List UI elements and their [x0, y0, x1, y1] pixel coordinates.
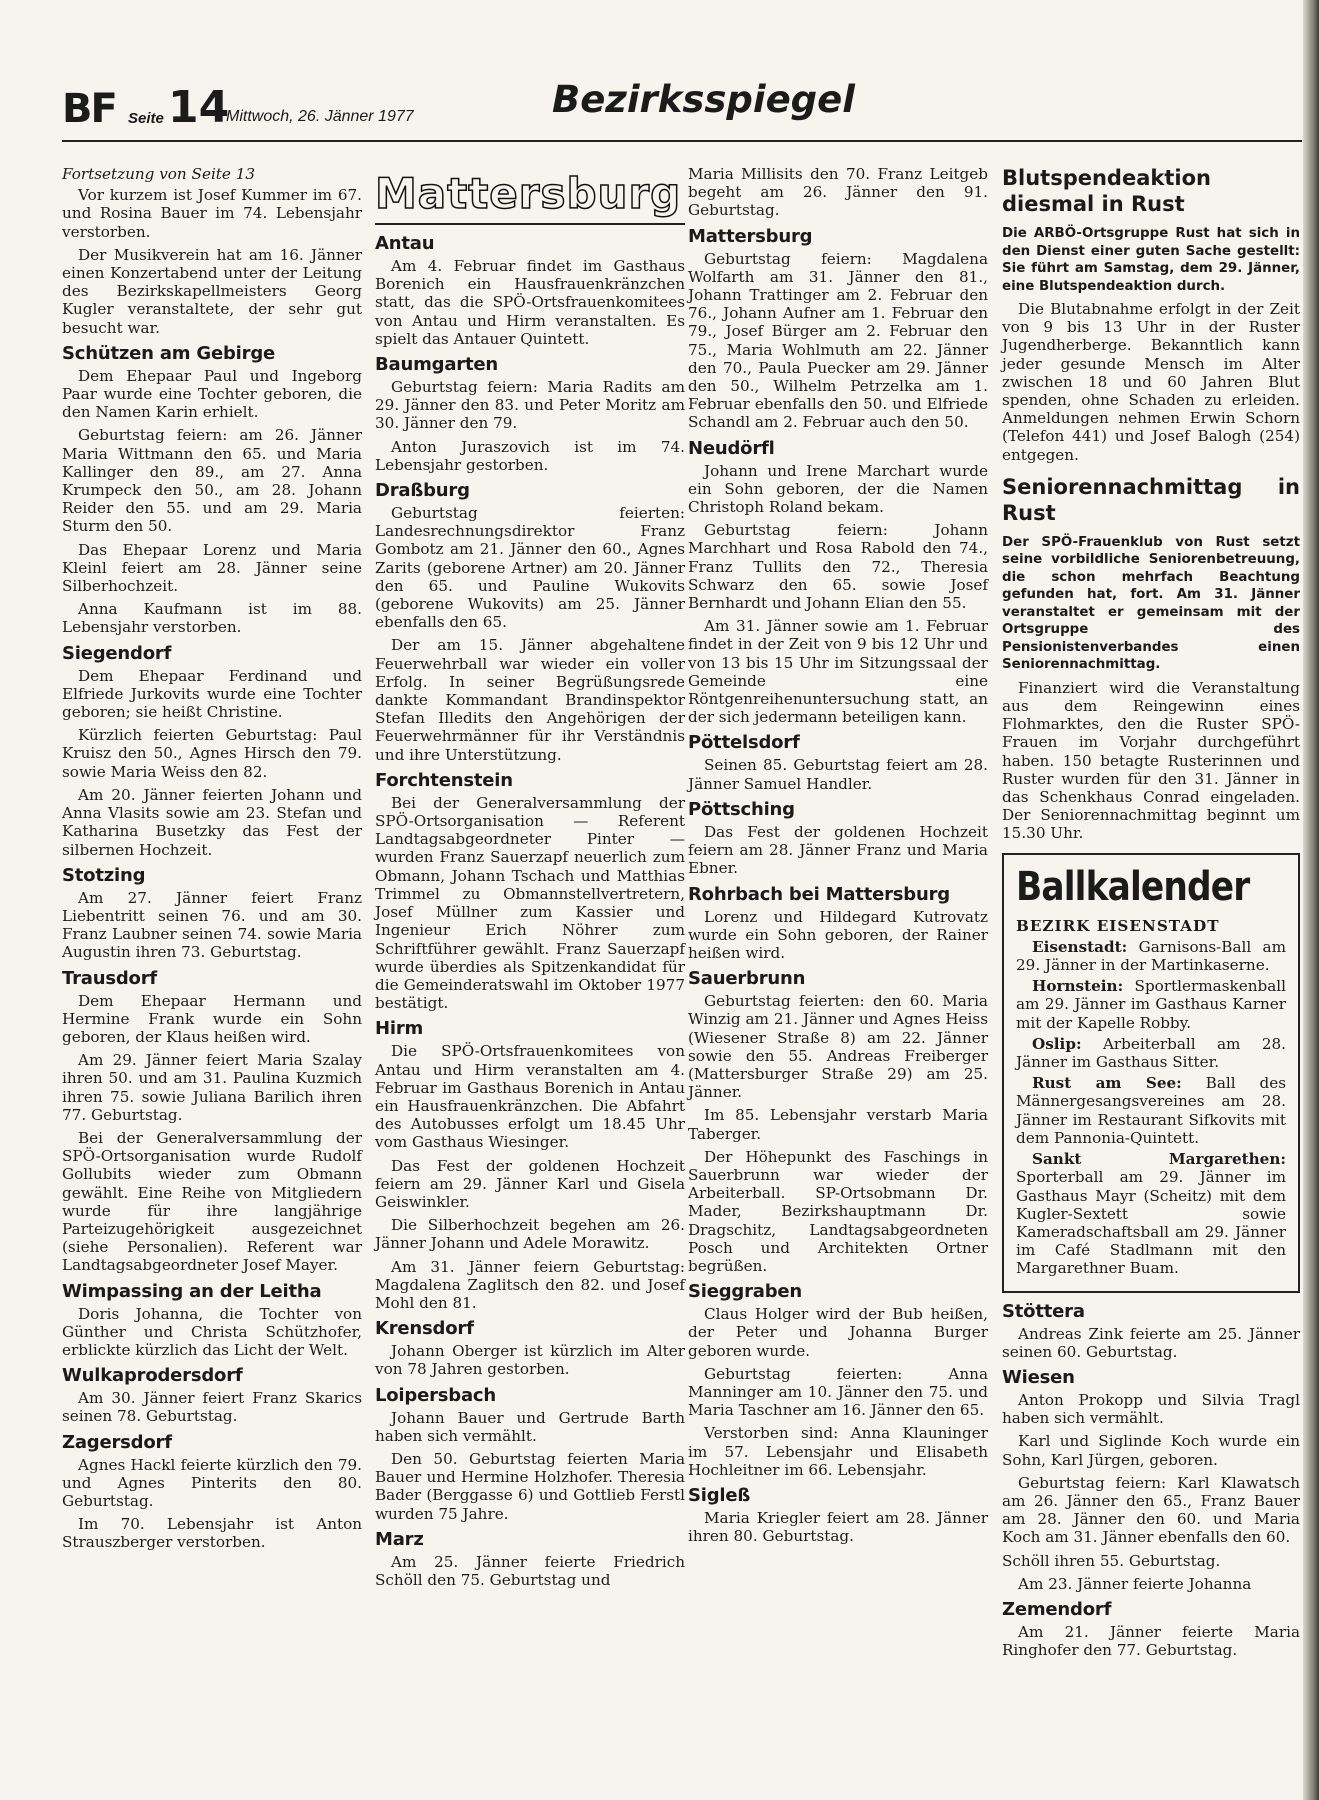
- article-paragraph: Anton Prokopp und Silvia Tragl haben sich vermählt.: [1002, 1390, 1300, 1428]
- article-paragraph: Lorenz und Hildegard Kutrovatz wurde ein Sohn geboren, der Rainer heißen wird.: [688, 907, 988, 962]
- article-paragraph: Am 29. Jänner feiert Maria Szalay ihren 50. und am 31. Paulina Kuzmich ihren 75. sowie Juliana Barilich ihren 77. Geburtstag.: [62, 1051, 362, 1124]
- page-number: 14: [168, 82, 230, 133]
- issue-date: Mittwoch, 26. Jänner 1977: [226, 108, 414, 125]
- article-paragraph: Dem Ehepaar Hermann und Hermine Frank wurde ein Sohn geboren, der Klaus heißen wird.: [62, 991, 362, 1046]
- column-4: [1002, 165, 1300, 1664]
- article-paragraph: Anton Juraszovich ist im 74. Lebensjahr gestorben.: [375, 437, 685, 474]
- article-paragraph: Geburtstag feiern: Karl Klawatsch am 26. Jänner den 65., Franz Bauer am 28. Jänner den 60. und Maria Koch am 31. Jänner ebenfalls den 60.: [1002, 1473, 1300, 1547]
- article-paragraph: Verstorben sind: Anna Klauninger im 57. Lebensjahr und Elisabeth Hochleitner im 66. Lebensjahr.: [688, 1424, 988, 1479]
- article-paragraph: Den 50. Geburtstag feierten Maria Bauer und Hermine Holzhofer. Theresia Bader (Berggasse 6) und Gottlieb Ferstl wurden 75 Jahre.: [375, 1449, 685, 1523]
- article-paragraph: Schöll ihren 55. Geburtstag.: [1002, 1551, 1221, 1570]
- article-paragraph: Am 30. Jänner feiert Franz Skarics seinen 78. Geburtstag.: [62, 1389, 362, 1426]
- ball-entry-text: Sportlermaskenball am 29. Jänner im Gasthaus Karner mit der Kapelle Robby.: [1016, 977, 1286, 1032]
- newspaper-logo: BF: [62, 86, 116, 132]
- locality-heading: Wimpassing an der Leitha: [62, 1280, 322, 1302]
- locality-heading: Zagersdorf: [62, 1431, 172, 1453]
- article-paragraph: Am 20. Jänner feierten Johann und Anna Vlasits sowie am 23. Stefan und Katharina Busetzky das Fest der silbernen Hochzeit.: [62, 785, 362, 859]
- continuation-note: Fortsetzung von Seite 13: [62, 165, 256, 183]
- ball-entry-text: Ball des Männergesangsvereines am 28. Jänner im Restaurant Sifkovits mit dem Pannonia-Quintett.: [1016, 1074, 1287, 1147]
- locality-heading: Sigleß: [688, 1484, 751, 1506]
- locality-heading: Marz: [375, 1528, 424, 1550]
- locality-heading: Baumgarten: [375, 354, 498, 376]
- article-paragraph: Anna Kaufmann ist im 88. Lebensjahr verstorben.: [62, 600, 362, 637]
- masthead: [62, 78, 1302, 133]
- ball-entry-place: Oslip:: [1032, 1034, 1082, 1053]
- article-paragraph: Dem Ehepaar Paul und Ingeborg Paar wurde eine Tochter geboren, die den Namen Karin erhielt.: [62, 366, 362, 422]
- ball-calendar-subtitle: BEZIRK EISENSTADT: [1016, 916, 1220, 935]
- article-paragraph: Der Musikverein hat am 16. Jänner einen Konzertabend unter der Leitung des Bezirkskapellmeisters Georg Kugler veranstaltete, der sehr gut besucht war.: [62, 245, 362, 337]
- article-paragraph: Geburtstag feiern: Magdalena Wolfarth am 31. Jänner den 81., Johann Trattinger am 2. Februar den 76., Johann Aufner am 1. Februar den 79., Josef Bürger am 2. Februar den 75., Maria Wohlmuth am 22. Jänner den 70., Paula Puecker am 29. Jänner den 50., Wilhelm Petrzelka am 1. Februar ebenfalls den 50. und Elfriede Schandl am 2. Februar auch den 50.: [688, 249, 988, 432]
- article-paragraph: Andreas Zink feierte am 25. Jänner seinen 60. Geburtstag.: [1002, 1324, 1300, 1361]
- article-paragraph: Am 4. Februar findet im Gasthaus Borenich ein Hausfrauenkränzchen statt, das die SPÖ-Ortsfrauenkomitees von Antau und Hirm veranstalten. Es spielt das Antauer Quintett.: [375, 257, 685, 348]
- column-2: [375, 165, 685, 1594]
- ball-entry-place: Sankt Margarethen:: [1032, 1150, 1286, 1169]
- article-headline: Blutspendeaktion diesmal in Rust: [1002, 166, 1211, 216]
- ball-entry-place: Hornstein:: [1032, 977, 1124, 996]
- article-paragraph: Geburtstag feiern: Johann Marchhart und Rosa Rabold den 74., Franz Tullits den 72., Theresia Schwarz den 65. sowie Josef Bernhardt und Johann Elian den 55.: [688, 521, 988, 613]
- section-title: Bezirksspiegel: [552, 78, 855, 121]
- locality-heading: Zemendorf: [1002, 1598, 1112, 1620]
- locality-heading: Loipersbach: [375, 1384, 497, 1406]
- article-lead: Der SPÖ-Frauenklub von Rust setzt seine vorbildliche Seniorenbetreuung, die schon mehrfach Beachtung gefunden hat, fort. Am 31. Jänner veranstaltet er gemeinsam mit der Ortsgruppe des Pensionistenverbandes einen Seniorennachmittag.: [1002, 534, 1300, 673]
- ball-entry-text: Garnisons-Ball am 29. Jänner in der Martinkaserne.: [1016, 937, 1286, 975]
- article-paragraph: Geburtstag feiern: am 26. Jänner Maria Wittmann den 65. und Maria Kallinger den 89., am 27. Anna Krumpeck den 50., am 28. Johann Reider den 55. und am 29. Maria Sturm den 50.: [62, 426, 362, 536]
- locality-heading: Siegendorf: [62, 642, 172, 664]
- locality-heading: Forchtenstein: [375, 769, 513, 791]
- article-paragraph: Geburtstag feiern: Maria Radits am 29. Jänner den 83. und Peter Moritz am 30. Jänner den 79.: [375, 378, 685, 433]
- article-paragraph: Am 27. Jänner feiert Franz Liebentritt seinen 76. und am 30. Franz Laubner seinen 74. sowie Maria Augustin ihren 73. Geburtstag.: [62, 888, 362, 962]
- article-paragraph: Das Ehepaar Lorenz und Maria Kleinl feiert am 28. Jänner seine Silberhochzeit.: [62, 540, 362, 596]
- article-paragraph: Am 31. Jänner feiern Geburtstag: Magdalena Zaglitsch den 82. und Josef Mohl den 81.: [375, 1257, 685, 1312]
- article-headline: Seniorennachmittag in Rust: [1002, 474, 1300, 525]
- locality-heading: Trausdorf: [62, 967, 158, 989]
- article-paragraph: Im 70. Lebensjahr ist Anton Strauszberger verstorben.: [62, 1515, 362, 1552]
- article-paragraph: Die Silberhochzeit begehen am 26. Jänner Johann und Adele Morawitz.: [375, 1216, 685, 1253]
- district-logo: [375, 165, 685, 225]
- article-paragraph: Agnes Hackl feierte kürzlich den 79. und Agnes Pinterits den 80. Geburtstag.: [62, 1455, 362, 1510]
- article-paragraph: Vor kurzem ist Josef Kummer im 67. und Rosina Bauer im 74. Lebensjahr verstorben.: [62, 186, 362, 241]
- article-paragraph: Am 21. Jänner feierte Maria Ringhofer den 77. Geburtstag.: [1002, 1622, 1300, 1660]
- article-paragraph: Claus Holger wird der Bub heißen, der Peter und Johanna Burger geboren wurde.: [688, 1305, 988, 1360]
- article-paragraph: Maria Millisits den 70. Franz Leitgeb begeht am 26. Jänner den 91. Geburtstag.: [688, 165, 988, 220]
- article-paragraph: Finanziert wird die Veranstaltung aus dem Reingewinn eines Flohmarktes, den die Ruster SPÖ-Frauen im Vorjahr durchgeführt haben. 150 betagte Rusterinnen und Ruster wurden für den 31. Jänner in das Schenkhaus Conrad eingeladen. Der Seniorennachmittag beginnt um 15.30 Uhr.: [1002, 678, 1300, 843]
- ball-entry: [1016, 1074, 1286, 1147]
- article-lead: Die ARBÖ-Ortsgruppe Rust hat sich in den Dienst einer guten Sache gestellt: Sie führt am Samstag, dem 29. Jänner, eine Blutspendeaktion durch.: [1002, 226, 1300, 294]
- article-paragraph: Bei der Generalversammlung der SPÖ-Ortsorganisation — Referent Landtagsabgeordneter Pinter — wurden Franz Sauerzapf neuerlich zum Obmann, Johann Tschach und Matthias Trimmel zu Obmannstellvertretern, Josef Müllner zum Kassier und Ingenieur Erich Nöhrer zum Schriftführer gewählt. Franz Sauerzapf wurde überdies als Spitzenkandidat für die Gemeinderatswahl im Oktober 1977 bestätigt.: [375, 793, 685, 1013]
- article-paragraph: Bei der Generalversammlung der SPÖ-Ortsorganisation wurde Rudolf Gollubits wieder zum Obmann gewählt. Eine Reihe von Mitgliedern wurde für ihre langjährige Parteizugehörigkeit ausgezeichnet (siehe Personalien). Referent war Landtagsabgeordneter Josef Mayer.: [62, 1128, 362, 1275]
- article-paragraph: Kürzlich feierten Geburtstag: Paul Kruisz den 50., Agnes Hirsch den 79. sowie Maria Weiss den 82.: [62, 726, 362, 781]
- column-1: [62, 165, 362, 1557]
- ball-entry-text: Sporterball am 29. Jänner im Gasthaus Mayr (Scheitz) mit dem Kugler-Sextett sowie Kameradschaftsball am 29. Jänner im Café Stadlmann mit den Margarethner Buam.: [1016, 1168, 1286, 1278]
- locality-heading: Hirm: [375, 1018, 424, 1040]
- article-paragraph: Am 23. Jänner feierte Johanna: [1018, 1574, 1252, 1593]
- article-paragraph: Geburtstag feierten: den 60. Maria Winzig am 21. Jänner und Agnes Heiss (Wiesener Straße 8) am 22. Jänner sowie den 55. Andreas Freiberger (Mattersburger Straße 29) am 25. Jänner.: [688, 992, 988, 1102]
- locality-heading: Neudörfl: [688, 437, 775, 459]
- ball-entry-text: Arbeiterball am 28. Jänner im Gasthaus Sitter.: [1016, 1034, 1287, 1072]
- article-paragraph: Karl und Siglinde Koch wurde ein Sohn, Karl Jürgen, geboren.: [1002, 1432, 1300, 1469]
- ball-calendar-title: Ballkalender: [1016, 863, 1250, 910]
- district-logo-text: Mattersburg: [375, 168, 682, 218]
- ball-entry-place: Eisenstadt:: [1032, 937, 1128, 956]
- article-paragraph: Das Fest der goldenen Hochzeit feiern am 29. Jänner Karl und Gisela Geiswinkler.: [375, 1156, 685, 1211]
- article-paragraph: Die Blutabnahme erfolgt in der Zeit von 9 bis 13 Uhr in der Ruster Jugendherberge. Bekanntlich kann jeder gesunde Mensch im Alter zwischen 18 und 60 Jahren Blut spenden, ohne Schaden zu erleiden. Anmeldungen nehmen Erwin Schorn (Telefon 441) und Josef Balogh (254) entgegen.: [1002, 300, 1300, 464]
- locality-heading: Wulkaprodersdorf: [62, 1365, 243, 1387]
- locality-heading: Pöttsching: [688, 798, 795, 820]
- locality-heading: Rohrbach bei Mattersburg: [688, 883, 950, 905]
- article-paragraph: Am 25. Jänner feierte Friedrich Schöll den 75. Geburtstag und: [375, 1552, 685, 1589]
- locality-heading: Mattersburg: [688, 225, 813, 247]
- ball-entry: [1016, 1150, 1286, 1277]
- article-paragraph: Dem Ehepaar Ferdinand und Elfriede Jurkovits wurde eine Tochter geboren; sie heißt Christine.: [62, 666, 362, 722]
- ball-entry: [1016, 977, 1286, 1032]
- locality-heading: Sauerbrunn: [688, 968, 806, 990]
- article-paragraph: Der am 15. Jänner abgehaltene Feuerwehrball war wieder ein voller Erfolg. In seiner Begrüßungsrede dankte Kommandant Brandinspektor Stefan Illedits den Angehörigen der Feuerwehrmänner für ihr Verständnis und ihre Unterstützung.: [375, 636, 685, 764]
- locality-heading: Krensdorf: [375, 1318, 474, 1340]
- article-paragraph: Das Fest der goldenen Hochzeit feiern am 28. Jänner Franz und Maria Ebner.: [688, 822, 988, 878]
- column-3: [688, 165, 988, 1550]
- locality-heading: Schützen am Gebirge: [62, 342, 276, 364]
- article-paragraph: Johann und Irene Marchart wurde ein Sohn geboren, der die Namen Christoph Roland bekam.: [688, 461, 988, 517]
- locality-heading: Pöttelsdorf: [688, 732, 800, 754]
- article-paragraph: Johann Oberger ist kürzlich im Alter von 78 Jahren gestorben.: [375, 1342, 685, 1379]
- locality-heading: Wiesen: [1002, 1366, 1075, 1388]
- article-paragraph: Doris Johanna, die Tochter von Günther und Christa Schützhofer, erblickte kürzlich das Licht der Welt.: [62, 1304, 362, 1359]
- locality-heading: Antau: [375, 233, 435, 254]
- locality-heading: Draßburg: [375, 480, 470, 502]
- locality-heading: Stöttera: [1002, 1300, 1085, 1322]
- article-paragraph: Am 31. Jänner sowie am 1. Februar findet in der Zeit von 9 bis 12 Uhr und von 13 bis 15 Uhr im Sitzungssaal der Gemeinde eine Röntgenreihenuntersuchung statt, an der sich jedermann beteiligen kann.: [688, 617, 988, 727]
- locality-heading: Sieggraben: [688, 1281, 803, 1303]
- ball-entry: [1016, 1035, 1286, 1071]
- ball-entry-place: Rust am See:: [1032, 1074, 1182, 1093]
- page-label: Seite: [128, 110, 164, 127]
- header-rule: [62, 140, 1302, 142]
- ball-entry: [1016, 938, 1286, 974]
- article-paragraph: Geburtstag feierten: Landesrechnungsdirektor Franz Gombotz am 21. Jänner den 60., Agnes Zarits (geborene Artner) am 20. Jänner den 65. und Pauline Wukovits (geborene Wukovits) am 25. Jänner ebenfalls den 65.: [375, 504, 685, 632]
- article-paragraph: Im 85. Lebensjahr verstarb Maria Taberger.: [688, 1106, 988, 1143]
- article-paragraph: Geburtstag feierten: Anna Manninger am 10. Jänner den 75. und Maria Taschner am 16. Jänner den 65.: [688, 1364, 988, 1420]
- article-paragraph: Der Höhepunkt des Faschings in Sauerbrunn war wieder der Arbeiterball. SP-Ortsobmann Dr. Mader, Bezirkshauptmann Dr. Dragschitz, Landtagsabgeordneten Posch und Architekten Ortner begrüßen.: [688, 1147, 988, 1275]
- article-paragraph: Seinen 85. Geburtstag feiert am 28. Jänner Samuel Handler.: [688, 756, 988, 793]
- article-paragraph: Maria Kriegler feiert am 28. Jänner ihren 80. Geburtstag.: [688, 1508, 988, 1546]
- article-paragraph: Johann Bauer und Gertrude Barth haben sich vermählt.: [375, 1408, 685, 1445]
- ball-calendar-box: [1002, 853, 1300, 1293]
- article-paragraph: Die SPÖ-Ortsfrauenkomitees von Antau und Hirm veranstalten am 4. Februar im Gasthaus Borenich in Antau ein Hausfrauenkränzchen. Die Abfahrt des Autobusses erfolgt um 18.45 Uhr vom Gasthaus Wiesinger.: [375, 1042, 685, 1152]
- locality-heading: Stotzing: [62, 864, 146, 886]
- page-edge: [1303, 0, 1319, 1800]
